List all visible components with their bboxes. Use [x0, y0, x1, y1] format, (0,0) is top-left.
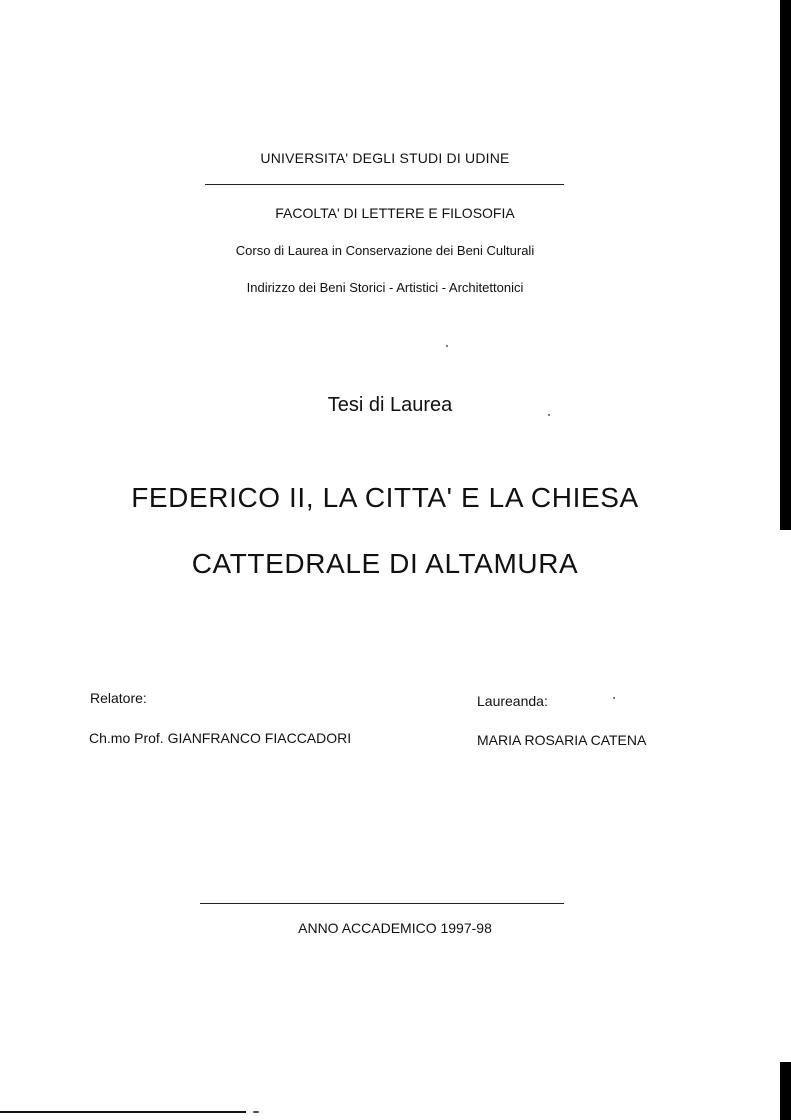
laureanda-name: MARIA ROSARIA CATENA — [477, 732, 647, 748]
thesis-title-line-1: FEDERICO II, LA CITTA' E LA CHIESA — [131, 482, 639, 513]
degree-address: Indirizzo dei Beni Storici - Artistici - Architettonici — [246, 280, 524, 295]
scan-edge-shadow-bottom — [780, 1062, 791, 1120]
scan-speck — [613, 697, 615, 699]
scan-speck — [446, 345, 448, 347]
degree-course: Corso di Laurea in Conservazione dei Beni Culturali — [235, 243, 535, 258]
scan-speck — [548, 414, 550, 416]
footer-divider — [200, 903, 564, 904]
scan-bottom-line — [0, 1111, 246, 1113]
thesis-label: Tesi di Laurea — [327, 394, 453, 416]
header-divider — [205, 184, 564, 185]
laureanda-label: Laureanda: — [477, 693, 548, 709]
university-name: UNIVERSITA' DEGLI STUDI DI UDINE — [260, 150, 510, 166]
relatore-label: Relatore: — [90, 690, 147, 706]
scan-edge-shadow-top — [780, 0, 791, 530]
scan-speck — [253, 1111, 259, 1113]
faculty-name: FACOLTA' DI LETTERE E FILOSOFIA — [275, 205, 515, 221]
relatore-name: Ch.mo Prof. GIANFRANCO FIACCADORI — [89, 730, 352, 746]
thesis-title-line-2: CATTEDRALE DI ALTAMURA — [191, 548, 579, 579]
academic-year: ANNO ACCADEMICO 1997-98 — [298, 920, 492, 936]
